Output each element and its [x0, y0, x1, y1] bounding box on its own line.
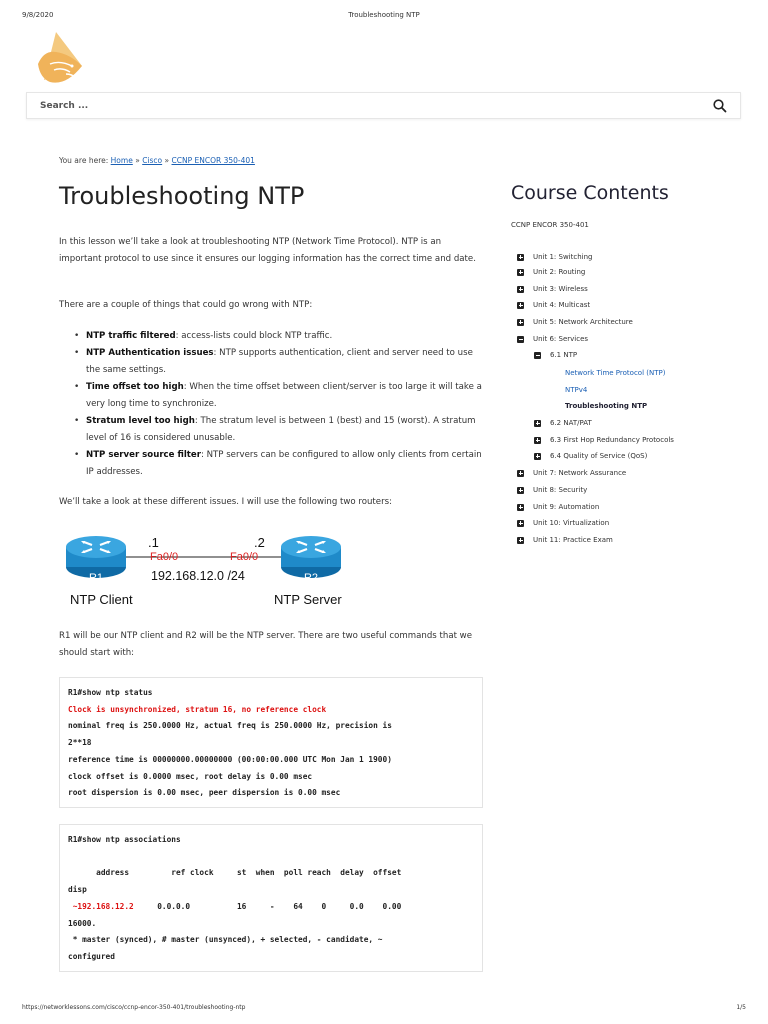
collapse-icon[interactable]	[534, 352, 541, 359]
code-line	[68, 899, 474, 916]
code-line: * master (synced), # master (unsynced), + selected, - candidate, ~	[68, 935, 383, 945]
code-line: clock offset is 0.0000 msec, root delay is 0.00 msec	[68, 771, 313, 781]
course-item-unit-9[interactable]	[517, 501, 599, 513]
intro-paragraph: In this lesson we’ll take a look at troubleshooting NTP (Network Time Protocol). NTP is an important protocol to use since it ensures our logging information has the correct time and date.	[59, 237, 476, 264]
code-line: nominal freq is 250.0000 Hz, actual freq is 250.0000 Hz, precision is	[68, 721, 392, 731]
code-blank-line	[68, 849, 474, 866]
collapse-icon[interactable]	[517, 336, 524, 343]
r2-role-label: NTP Server	[274, 592, 342, 607]
expand-icon[interactable]	[517, 504, 524, 511]
bullet-text: : The stratum level is between 1 (best) and 15 (worst). A stratum level of 16 is considered unusable.	[86, 416, 476, 443]
print-page-number: 1/5	[736, 1004, 746, 1011]
bullet-text: : When the time offset between client/server is too large it will take a very long time to synchronize.	[86, 382, 482, 409]
course-item-label: Unit 10: Virtualization	[533, 519, 610, 527]
course-item-label[interactable]: NTPv4	[565, 386, 588, 394]
code-line: R1#show ntp associations	[68, 835, 181, 844]
course-item-6-2[interactable]	[534, 417, 592, 429]
expand-icon[interactable]	[517, 319, 524, 326]
list-item	[59, 345, 489, 379]
router-r2-icon	[281, 536, 341, 584]
course-item-label: 6.2 NAT/PAT	[550, 419, 592, 427]
expand-icon[interactable]	[517, 470, 524, 477]
list-item	[59, 413, 489, 447]
course-item-label: Unit 6: Services	[533, 335, 589, 343]
breadcrumb-prefix: You are here:	[59, 156, 109, 165]
r1-host-label: .1	[148, 535, 159, 550]
subnet-label: 192.168.12.0 /24	[151, 569, 245, 583]
course-item-6-4[interactable]	[534, 450, 647, 462]
course-item-label: Unit 11: Practice Exam	[533, 536, 613, 544]
bullet-text: : NTP supports authentication, client and server need to use the same settings.	[86, 348, 473, 375]
breadcrumb-separator: »	[164, 156, 170, 165]
breadcrumb-ccnp-encor[interactable]: CCNP ENCOR 350-401	[171, 156, 255, 165]
search-icon[interactable]	[712, 98, 728, 114]
print-date: 9/8/2020	[22, 11, 54, 19]
breadcrumb	[59, 156, 255, 165]
course-item-unit-10[interactable]	[517, 517, 609, 529]
code-line: disp	[68, 885, 87, 895]
bullet-term: NTP traffic filtered	[86, 331, 176, 341]
breadcrumb-home[interactable]: Home	[110, 156, 133, 165]
course-item-6-1[interactable]	[534, 349, 577, 361]
expand-icon[interactable]	[517, 537, 524, 544]
expand-icon[interactable]	[534, 453, 541, 460]
course-item-label: Unit 1: Switching	[533, 253, 593, 261]
course-item-unit-1[interactable]	[517, 251, 592, 263]
code-line: configured	[68, 951, 115, 961]
course-item-label[interactable]: Troubleshooting NTP	[565, 402, 648, 410]
expand-icon[interactable]	[534, 437, 541, 444]
r2-label: R2	[303, 572, 319, 584]
course-item-label: Unit 3: Wireless	[533, 285, 588, 293]
course-item-unit-5[interactable]	[517, 316, 633, 328]
list-item	[59, 379, 489, 413]
list-item	[59, 447, 489, 481]
r2-interface-label: Fa0/0	[230, 551, 259, 563]
code-line: 16000.	[68, 918, 97, 928]
bullet-term: Stratum level too high	[86, 416, 195, 426]
peer-row-values: 0.0.0.0 16 - 64 0 0.0 0.00	[133, 901, 402, 911]
expand-icon[interactable]	[517, 487, 524, 494]
after-diagram-paragraph: R1 will be our NTP client and R2 will be the NTP server. There are two useful commands that we should start with:	[59, 631, 473, 658]
course-item-label: Unit 4: Multicast	[533, 301, 591, 309]
breadcrumb-cisco[interactable]: Cisco	[142, 156, 163, 165]
course-item-label: 6.3 First Hop Redundancy Protocols	[550, 436, 674, 444]
sidebar-title: Course Contents	[511, 182, 669, 204]
search-input[interactable]	[27, 93, 707, 118]
code-line: address ref clock st when poll reach delay offset	[68, 868, 402, 878]
print-title: Troubleshooting NTP	[348, 11, 420, 19]
course-item-label: Unit 8: Security	[533, 486, 588, 494]
course-item-unit-11[interactable]	[517, 534, 613, 546]
code-block-ntp-status	[59, 677, 483, 808]
expand-icon[interactable]	[517, 269, 524, 276]
logo-icon	[36, 30, 90, 86]
sidebar-course-name: CCNP ENCOR 350-401	[511, 221, 589, 229]
peer-address-highlight: ~192.168.12.2	[68, 901, 134, 911]
bullet-term: NTP server source filter	[86, 450, 201, 460]
expand-icon[interactable]	[517, 254, 524, 261]
course-link-ntp[interactable]	[565, 367, 665, 379]
course-item-unit-6[interactable]	[517, 333, 588, 345]
course-item-6-3[interactable]	[534, 434, 674, 446]
bullet-text: : NTP servers can be configured to allow only clients from certain IP addresses.	[86, 450, 482, 477]
topology-diagram	[62, 525, 362, 610]
course-item-unit-7[interactable]	[517, 467, 626, 479]
page-title: Troubleshooting NTP	[59, 182, 305, 210]
r1-role-label: NTP Client	[70, 592, 133, 607]
code-line: root dispersion is 0.00 msec, peer dispersion is 0.00 msec	[68, 788, 341, 798]
course-item-label: Unit 7: Network Assurance	[533, 469, 627, 477]
print-url: https://networklessons.com/cisco/ccnp-encor-350-401/troubleshooting-ntp	[22, 1004, 246, 1011]
code-line: R1#show ntp status	[68, 688, 153, 697]
search-bar	[26, 92, 741, 119]
course-link-ntpv4[interactable]	[565, 384, 587, 396]
code-block-ntp-associations	[59, 824, 483, 972]
breadcrumb-separator: »	[135, 156, 140, 165]
expand-icon[interactable]	[517, 520, 524, 527]
course-link-troubleshooting-ntp[interactable]	[565, 400, 647, 412]
router-r1-icon	[66, 536, 126, 584]
list-item	[59, 328, 489, 345]
bullet-term: Time offset too high	[86, 382, 184, 392]
course-item-label: Unit 2: Routing	[533, 268, 586, 276]
code-line: 2**18	[68, 738, 92, 748]
course-item-label: Unit 5: Network Architecture	[533, 318, 633, 326]
bullet-text: : access-lists could block NTP traffic.	[175, 331, 333, 341]
course-item-label: 6.4 Quality of Service (QoS)	[550, 452, 648, 460]
expand-icon[interactable]	[517, 302, 524, 309]
r1-label: R1	[88, 572, 104, 584]
bullet-term: NTP Authentication issues	[86, 348, 214, 358]
course-item-unit-3[interactable]	[517, 283, 588, 295]
course-item-label: Unit 9: Automation	[533, 503, 600, 511]
course-item-unit-2[interactable]	[517, 266, 585, 278]
r2-host-label: .2	[254, 535, 265, 550]
lead-paragraph: There are a couple of things that could go wrong with NTP:	[59, 300, 313, 310]
course-item-label: 6.1 NTP	[550, 351, 578, 359]
site-logo[interactable]	[36, 30, 90, 86]
expand-icon[interactable]	[517, 286, 524, 293]
course-item-unit-8[interactable]	[517, 484, 587, 496]
code-line: reference time is 00000000.00000000 (00:00:00.000 UTC Mon Jan 1 1900)	[68, 754, 392, 764]
issue-list	[59, 328, 489, 481]
r1-interface-label: Fa0/0	[150, 551, 179, 563]
course-item-unit-4[interactable]	[517, 299, 590, 311]
code-line-highlight: Clock is unsynchronized, stratum 16, no reference clock	[68, 704, 327, 714]
expand-icon[interactable]	[534, 420, 541, 427]
routers-intro: We’ll take a look at these different issues. I will use the following two routers:	[59, 497, 392, 507]
course-item-label[interactable]: Network Time Protocol (NTP)	[565, 369, 666, 377]
